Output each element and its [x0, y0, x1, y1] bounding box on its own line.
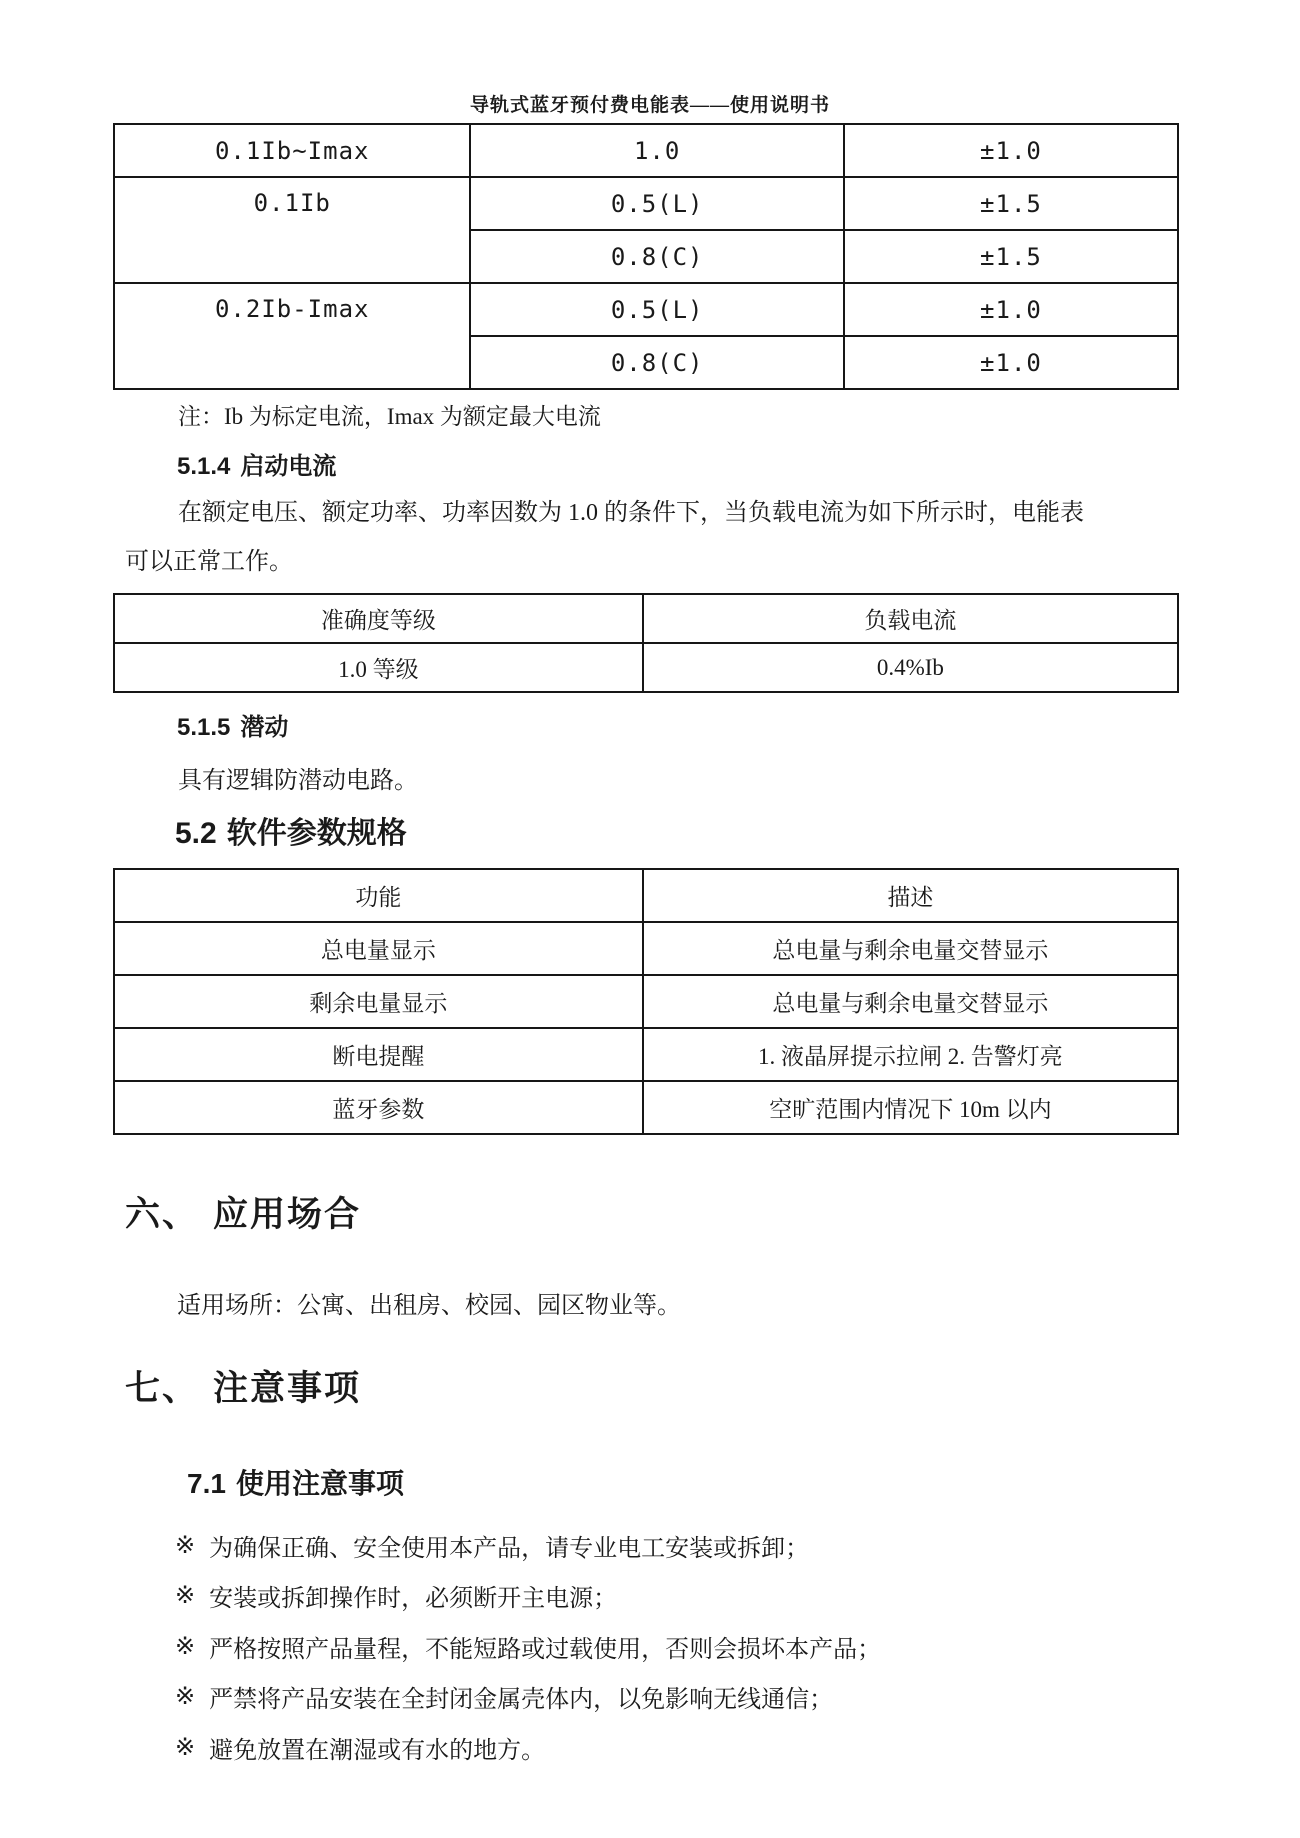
- section-number: 5.1.4: [177, 453, 231, 480]
- chapter-heading-6: [125, 1187, 361, 1237]
- power-factor-cell: 0.8(C): [470, 230, 843, 283]
- error-limit-cell: ±1.5: [844, 177, 1178, 230]
- function-cell: 断电提醒: [114, 1028, 643, 1081]
- table-row: [114, 922, 1178, 975]
- reference-mark-icon: ※: [175, 1734, 196, 1761]
- table-row: [114, 643, 1178, 692]
- error-limit-cell: ±1.5: [844, 230, 1178, 283]
- table-row: [114, 124, 1178, 177]
- chapter-heading-7: [125, 1361, 361, 1411]
- section-heading-5-2: [175, 808, 407, 852]
- accuracy-class-table: [113, 123, 1179, 390]
- notice-list: [175, 1520, 1235, 1773]
- accuracy-grade-cell: 1.0 等级: [114, 643, 643, 692]
- notice-text: 避免放置在潮湿或有水的地方。: [209, 1737, 546, 1764]
- power-factor-cell: 0.5(L): [470, 283, 843, 336]
- page-title: 导轨式蓝牙预付费电能表——使用说明书: [469, 95, 830, 116]
- column-header: 负载电流: [643, 594, 1178, 643]
- function-cell: 剩余电量显示: [114, 975, 643, 1028]
- chapter-number: 六、: [125, 1195, 200, 1234]
- function-cell: 总电量显示: [114, 922, 643, 975]
- column-header: 功能: [114, 869, 643, 922]
- chapter-number: 七、: [125, 1369, 200, 1408]
- error-limit-cell: ±1.0: [844, 124, 1178, 177]
- startup-current-paragraph: [125, 489, 1195, 587]
- table-header-row: [114, 869, 1178, 922]
- column-header: 准确度等级: [114, 594, 643, 643]
- application-paragraph: 适用场所：公寓、出租房、校园、园区物业等。: [177, 1293, 681, 1319]
- error-limit-cell: ±1.0: [844, 283, 1178, 336]
- error-limit-cell: ±1.0: [844, 336, 1178, 389]
- section-number: 5.1.5: [177, 714, 231, 741]
- list-item: [175, 1520, 1235, 1571]
- table-row: [114, 1081, 1178, 1134]
- description-cell: 1. 液晶屏提示拉闸 2. 告警灯亮: [643, 1028, 1178, 1081]
- load-range-cell: 0.1Ib~Imax: [114, 124, 470, 177]
- power-factor-cell: 0.5(L): [470, 177, 843, 230]
- reference-mark-icon: ※: [175, 1633, 196, 1660]
- table-row: [114, 1028, 1178, 1081]
- reference-mark-icon: ※: [175, 1684, 196, 1711]
- section-label: 软件参数规格: [226, 817, 407, 850]
- table-note: 注：Ib 为标定电流，Imax 为额定最大电流: [178, 404, 601, 429]
- section-label: 使用注意事项: [235, 1469, 404, 1500]
- column-header: 描述: [643, 869, 1178, 922]
- section-heading-5-1-4: [177, 446, 336, 481]
- table-header-row: [114, 594, 1178, 643]
- load-current-cell: 0.4%Ib: [643, 643, 1178, 692]
- notice-text: 安装或拆卸操作时，必须断开主电源；: [209, 1586, 618, 1613]
- section-heading-7-1: [187, 1462, 404, 1502]
- section-label: 潜动: [240, 715, 289, 741]
- section-heading-5-1-5: [177, 707, 288, 742]
- list-item: [175, 1672, 1235, 1723]
- software-params-table: [113, 868, 1179, 1135]
- description-cell: 空旷范围内情况下 10m 以内: [643, 1081, 1178, 1134]
- reference-mark-icon: ※: [175, 1532, 196, 1559]
- list-item: [175, 1621, 1235, 1672]
- load-range-cell: 0.2Ib-Imax: [114, 283, 470, 389]
- load-range-cell: 0.1Ib: [114, 177, 470, 283]
- chapter-label: 应用场合: [213, 1195, 362, 1234]
- notice-text: 严格按照产品量程，不能短路或过载使用，否则会损坏本产品；: [209, 1636, 882, 1663]
- section-number: 7.1: [187, 1468, 226, 1499]
- reference-mark-icon: ※: [175, 1583, 196, 1610]
- paragraph-line: 可以正常工作。: [125, 549, 293, 575]
- section-number: 5.2: [175, 817, 217, 850]
- table-row: [114, 177, 1178, 230]
- chapter-label: 注意事项: [213, 1369, 362, 1408]
- power-factor-cell: 1.0: [470, 124, 843, 177]
- list-item: [175, 1571, 1235, 1622]
- notice-text: 为确保正确、安全使用本产品，请专业电工安装或拆卸；: [209, 1535, 810, 1562]
- description-cell: 总电量与剩余电量交替显示: [643, 922, 1178, 975]
- description-cell: 总电量与剩余电量交替显示: [643, 975, 1178, 1028]
- power-factor-cell: 0.8(C): [470, 336, 843, 389]
- table-row: [114, 975, 1178, 1028]
- notice-text: 严禁将产品安装在全封闭金属壳体内，以免影响无线通信；: [209, 1687, 834, 1714]
- table-row: [114, 283, 1178, 336]
- paragraph-line: 在额定电压、额定功率、功率因数为 1.0 的条件下，当负载电流为如下所示时，电能表: [178, 500, 1084, 526]
- startup-current-table: [113, 593, 1179, 693]
- creep-paragraph: 具有逻辑防潜动电路。: [178, 768, 418, 794]
- function-cell: 蓝牙参数: [114, 1081, 643, 1134]
- section-label: 启动电流: [240, 454, 337, 480]
- list-item: [175, 1722, 1235, 1773]
